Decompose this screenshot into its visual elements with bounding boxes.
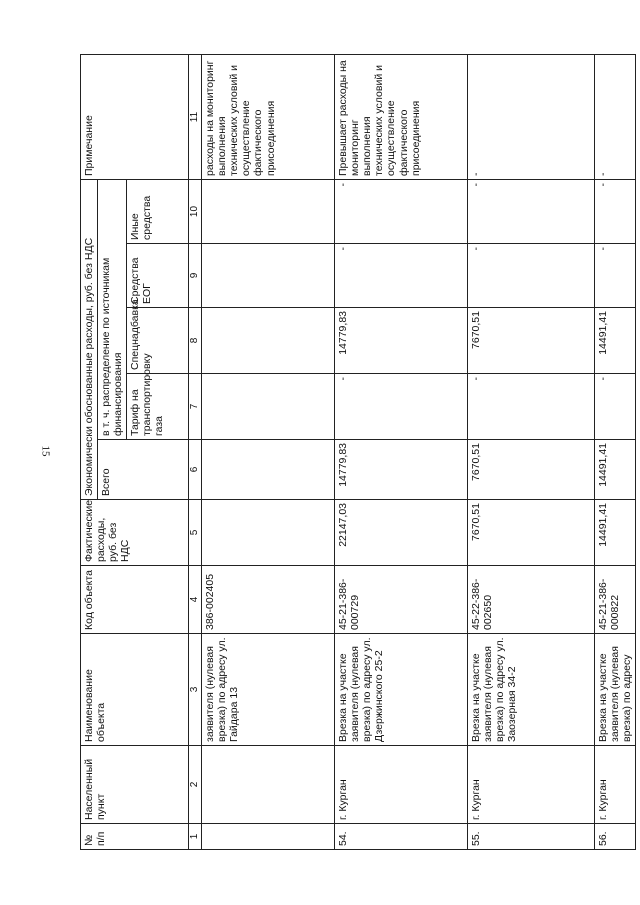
cell-locality: г. Курган: [595, 746, 636, 824]
header-econ: Экономически обоснованные расходы, руб. без НДС: [81, 179, 98, 499]
cell-tariff: -: [335, 374, 468, 440]
header-note: Примечание: [81, 54, 189, 179]
rotated-table-sheet: [80, 55, 634, 850]
table-row: [202, 54, 335, 849]
cell-locality: г. Курган: [335, 746, 468, 824]
cell-total: 14779,83: [335, 440, 468, 500]
page-number: 15: [39, 445, 52, 457]
column-number: 1: [189, 824, 202, 850]
cell-eog: -: [335, 244, 468, 308]
header-num: № п/п: [81, 824, 189, 850]
cell-name: Врезка на участке заявителя (нулевая врезка) по адресу ул. Дзержинского 25-2: [335, 634, 468, 746]
table-row: [468, 54, 595, 849]
cell-note: -: [595, 54, 636, 179]
column-number: 3: [189, 634, 202, 746]
column-number: 8: [189, 308, 202, 374]
cell-actual: 7670,51: [468, 500, 595, 566]
cell-eog: [202, 244, 335, 308]
header-total: Всего: [98, 440, 189, 500]
column-number: 11: [189, 54, 202, 179]
column-number: 5: [189, 500, 202, 566]
column-number: 6: [189, 440, 202, 500]
cell-tariff: [202, 374, 335, 440]
header-breakdown: в т. ч. распределение по источникам финансирования: [98, 179, 127, 439]
cell-name: заявителя (нулевая врезка) по адресу ул. Гайдара 13: [202, 634, 335, 746]
cell-code: 45-22-386-002650: [468, 566, 595, 634]
header-locality: Населенный пункт: [81, 746, 189, 824]
cell-note: расходы на мониторинг выполнения технических условий и осуществление фактического присоединения: [202, 54, 335, 179]
cell-num: [202, 824, 335, 850]
header-name: Наименование объекта: [81, 634, 189, 746]
column-number: 2: [189, 746, 202, 824]
cell-name: Врезка на участке заявителя (нулевая врезка) по адресу ул. Заозерная 34-2: [468, 634, 595, 746]
expenses-table: [80, 54, 636, 850]
cell-num: 55.: [468, 824, 595, 850]
cell-total: 7670,51: [468, 440, 595, 500]
header-eog: Средства ЕОГ: [127, 244, 189, 308]
cell-other: -: [595, 179, 636, 243]
cell-locality: [202, 746, 335, 824]
cell-other: [202, 179, 335, 243]
cell-tariff: -: [468, 374, 595, 440]
cell-tariff: -: [595, 374, 636, 440]
cell-special: 14779,83: [335, 308, 468, 374]
header-actual: Фактические расходы, руб. без НДС: [81, 500, 189, 566]
header-other: Иные средства: [127, 179, 189, 243]
cell-special: 7670,51: [468, 308, 595, 374]
column-number-row: [189, 54, 202, 849]
header-code: Код объекта: [81, 566, 189, 634]
cell-other: -: [468, 179, 595, 243]
cell-total: [202, 440, 335, 500]
cell-locality: г. Курган: [468, 746, 595, 824]
cell-eog: -: [468, 244, 595, 308]
cell-code: 45-21-386-000822: [595, 566, 636, 634]
table-row: [595, 54, 636, 849]
cell-code: 386-002405: [202, 566, 335, 634]
header-special: Спецнадбавка: [127, 308, 189, 374]
cell-note: Превышает расходы на мониторинг выполнения технических условий и осуществление фактического присоединения: [335, 54, 468, 179]
cell-actual: 22147,03: [335, 500, 468, 566]
header-row-1: [81, 54, 98, 849]
cell-code: 45-21-386-000729: [335, 566, 468, 634]
cell-name: Врезка на участке заявителя (нулевая врезка) по адресу: [595, 634, 636, 746]
column-number: 9: [189, 244, 202, 308]
cell-special: [202, 308, 335, 374]
cell-num: 56.: [595, 824, 636, 850]
column-number: 7: [189, 374, 202, 440]
cell-other: -: [335, 179, 468, 243]
cell-total: 14491,41: [595, 440, 636, 500]
cell-actual: [202, 500, 335, 566]
column-number: 10: [189, 179, 202, 243]
cell-actual: 14491,41: [595, 500, 636, 566]
cell-note: -: [468, 54, 595, 179]
header-tariff: Тариф на транспортировку газа: [127, 374, 189, 440]
cell-eog: -: [595, 244, 636, 308]
cell-special: 14491,41: [595, 308, 636, 374]
cell-num: 54.: [335, 824, 468, 850]
table-row: [335, 54, 468, 849]
column-number: 4: [189, 566, 202, 634]
